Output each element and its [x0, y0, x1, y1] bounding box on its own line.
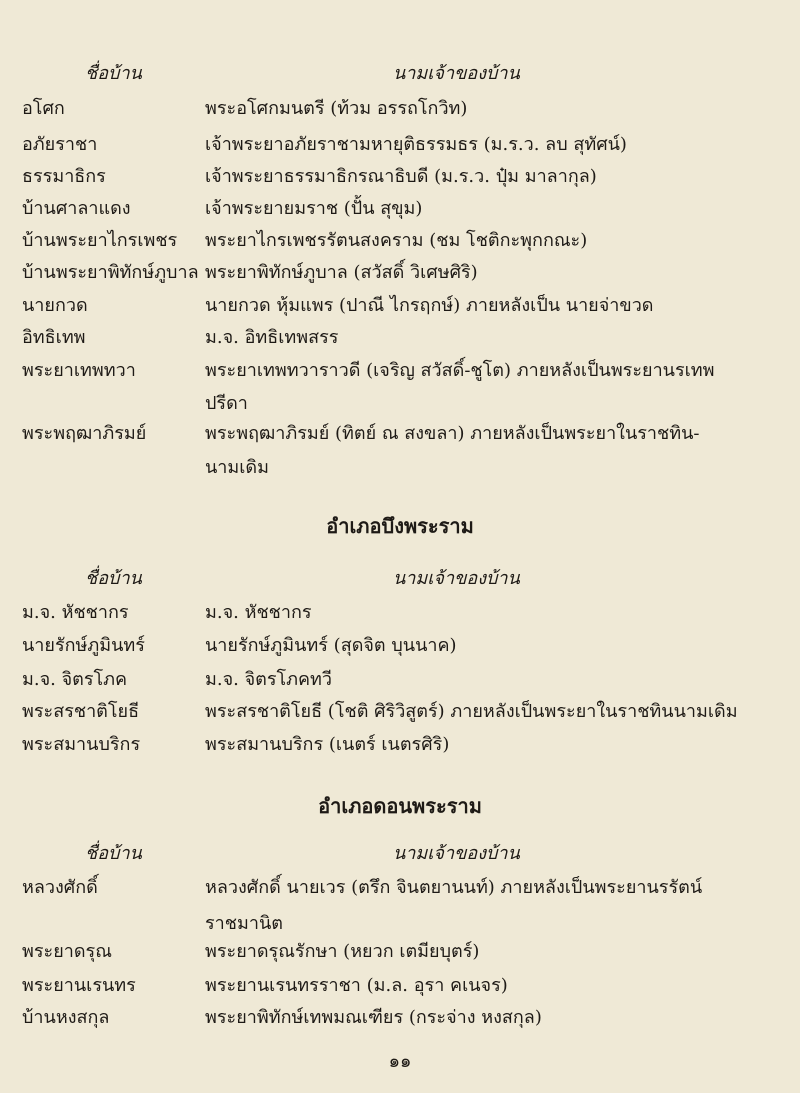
house-name: บ้านพระยาพิทักษ์ภูบาล [22, 262, 199, 283]
owner-name: พระยาพิทักษ์ภูบาล (สวัสดิ์ วิเศษศิริ) [205, 262, 478, 283]
owner-name: พระยาดรุณรักษา (หยวก เตมียบุตร์) [205, 941, 480, 962]
owner-name: พระพฤฒาภิรมย์ (ทิตย์ ณ สงขลา) ภายหลังเป็นพระยาในราชทิน- [205, 423, 700, 444]
house-name: ม.จ. หัชชากร [22, 602, 129, 623]
owner-name-continuation: ราชมานิต [205, 913, 283, 934]
house-name: พระยานเรนทร [22, 975, 136, 996]
owner-name: พระยาไกรเพชรรัตนสงคราม (ชม โชติกะพุกกณะ) [205, 230, 588, 251]
owner-name: ม.จ. หัชชากร [205, 602, 312, 623]
house-name: นายรักษ์ภูมินทร์ [22, 635, 145, 656]
column-header-owner: นามเจ้าของบ้าน [393, 568, 520, 589]
column-header-owner: นามเจ้าของบ้าน [393, 63, 520, 84]
house-name: บ้านพระยาไกรเพชร [22, 230, 178, 251]
owner-name: เจ้าพระยาธรรมาธิกรณาธิบดี (ม.ร.ว. ปุ๋ม มาลากุล) [205, 166, 597, 187]
house-name: พระยาเทพทวา [22, 360, 136, 381]
owner-name: พระยานเรนทรราชา (ม.ล. อุรา คเนจร) [205, 975, 508, 996]
house-name: บ้านศาลาแดง [22, 198, 131, 219]
owner-name: หลวงศักดิ์ นายเวร (ตรึก จินตยานนท์) ภายหลังเป็นพระยานรรัตน์ [205, 877, 703, 898]
owner-name: พระยาเทพทวาราวดี (เจริญ สวัสดิ์-ชูโต) ภายหลังเป็นพระยานรเทพ [205, 360, 715, 381]
owner-name: นายกวด หุ้มแพร (ปาณี ไกรฤกษ์) ภายหลังเป็น นายจ่าขวด [205, 295, 654, 316]
house-name: นายกวด [22, 295, 88, 316]
house-name: พระสมานบริกร [22, 734, 141, 755]
column-header-house: ชื่อบ้าน [85, 843, 142, 864]
section-heading: อำเภอบึงพระราม [326, 514, 474, 538]
owner-name: พระสรชาติโยธี (โชติ ศิริวิสูตร์) ภายหลังเป็นพระยาในราชทินนามเดิม [205, 701, 738, 722]
house-name: อภัยราชา [22, 134, 98, 155]
owner-name: นายรักษ์ภูมินทร์ (สุดจิต บุนนาค) [205, 635, 457, 656]
owner-name: พระอโศกมนตรี (ท้วม อรรถโกวิท) [205, 98, 468, 119]
house-name: อิทธิเทพ [22, 327, 86, 348]
owner-name: พระยาพิทักษ์เทพมณเฑียร (กระจ่าง หงสกุล) [205, 1007, 542, 1028]
house-name: พระสรชาติโยธี [22, 701, 140, 722]
owner-name-continuation: นามเดิม [205, 457, 269, 478]
column-header-house: ชื่อบ้าน [85, 63, 142, 84]
house-name: พระพฤฒาภิรมย์ [22, 423, 147, 444]
owner-name: ม.จ. จิตรโภคทวี [205, 669, 333, 690]
column-header-owner: นามเจ้าของบ้าน [393, 843, 520, 864]
house-name: พระยาดรุณ [22, 941, 112, 962]
page-number: ๑๑ [388, 1051, 412, 1072]
house-name: ม.จ. จิตรโภค [22, 669, 128, 690]
owner-name-continuation: ปรีดา [205, 393, 248, 414]
house-name: หลวงศักดิ์ [22, 877, 98, 898]
owner-name: เจ้าพระยายมราช (ปั้น สุขุม) [205, 198, 423, 219]
house-name: ธรรมาธิกร [22, 166, 106, 187]
section-heading: อำเภอดอนพระราม [318, 794, 482, 818]
owner-name: ม.จ. อิทธิเทพสรร [205, 327, 339, 348]
owner-name: พระสมานบริกร (เนตร์ เนตรศิริ) [205, 734, 450, 755]
column-header-house: ชื่อบ้าน [85, 568, 142, 589]
house-name: บ้านหงสกุล [22, 1007, 110, 1028]
house-name: อโศก [22, 98, 65, 119]
owner-name: เจ้าพระยาอภัยราชามหายุติธรรมธร (ม.ร.ว. ลบ สุทัศน์) [205, 134, 627, 155]
